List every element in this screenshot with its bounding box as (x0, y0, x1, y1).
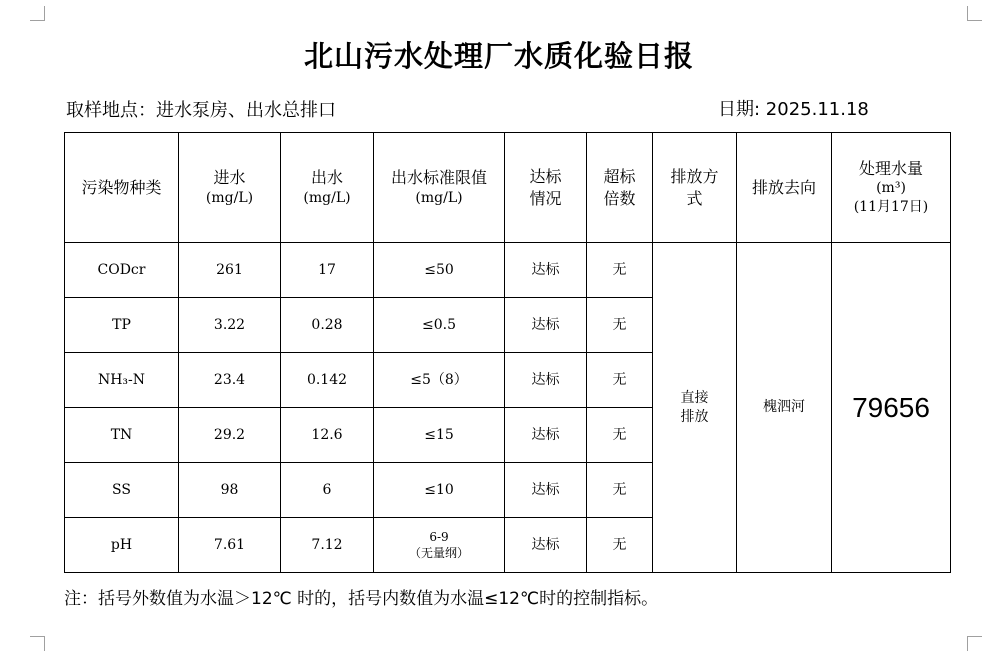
pollutant-cell: TN (65, 408, 179, 463)
compliance-cell: 达标 (505, 243, 587, 298)
header-limit-label: 出水标准限值 (390, 168, 487, 188)
header-volume-label: 处理水量 (858, 158, 923, 178)
page-corner-mark (30, 6, 45, 21)
effluent-cell: 12.6 (281, 408, 374, 463)
exceed-cell: 无 (587, 298, 653, 353)
pollutant-cell: pH (65, 518, 179, 573)
table-row (65, 243, 951, 298)
exceed-cell: 无 (587, 463, 653, 518)
page-corner-mark (967, 636, 982, 651)
header-effluent-label: 出水 (310, 168, 343, 188)
header-influent (179, 133, 281, 243)
influent-cell: 261 (179, 243, 281, 298)
limit-cell: ≤0.5 (374, 298, 505, 353)
discharge-destination-cell: 槐泗河 (737, 243, 832, 573)
header-effluent (281, 133, 374, 243)
sampling-location: 取样地点：进水泵房、出水总排口 (66, 100, 336, 121)
influent-cell: 98 (179, 463, 281, 518)
limit-cell: ≤15 (374, 408, 505, 463)
compliance-cell: 达标 (505, 298, 587, 353)
report-date: 日期: 2025.11.18 (718, 99, 869, 120)
header-row (65, 133, 951, 243)
water-quality-table (64, 132, 951, 573)
exceed-cell: 无 (587, 408, 653, 463)
effluent-cell: 7.12 (281, 518, 374, 573)
exceed-cell: 无 (587, 353, 653, 408)
header-limit-unit: (mg/L) (415, 189, 463, 206)
footnote: 注：括号外数值为水温＞12℃ 时的，括号内数值为水温≤12℃时的控制指标。 (64, 589, 659, 609)
header-influent-label: 进水 (213, 168, 246, 188)
header-volume-unit: (m³) (876, 180, 906, 197)
compliance-cell: 达标 (505, 408, 587, 463)
influent-cell: 3.22 (179, 298, 281, 353)
effluent-cell: 0.142 (281, 353, 374, 408)
exceed-cell: 无 (587, 518, 653, 573)
header-influent-unit: (mg/L) (205, 189, 254, 206)
page-corner-mark (30, 636, 45, 651)
header-volume-date: (11月17日) (853, 199, 929, 216)
header-compliance: 达标 情况 (505, 133, 587, 243)
limit-range: 6-9 (429, 529, 449, 544)
limit-cell (374, 518, 505, 573)
volume-value: 79656 (832, 243, 951, 573)
influent-cell: 29.2 (179, 408, 281, 463)
header-discharge-method: 排放方 式 (653, 133, 737, 243)
limit-cell: ≤5（8） (374, 353, 505, 408)
pollutant-cell: TP (65, 298, 179, 353)
header-pollutant: 污染物种类 (65, 133, 179, 243)
compliance-cell: 达标 (505, 353, 587, 408)
compliance-cell: 达标 (505, 463, 587, 518)
header-exceed: 超标 倍数 (587, 133, 653, 243)
page-corner-mark (967, 6, 982, 21)
influent-cell: 23.4 (179, 353, 281, 408)
discharge-method-cell: 直接 排放 (653, 243, 737, 573)
limit-note: （无量纲） (408, 546, 469, 560)
header-discharge-destination: 排放去向 (737, 133, 832, 243)
header-limit (374, 133, 505, 243)
pollutant-cell: SS (65, 463, 179, 518)
effluent-cell: 17 (281, 243, 374, 298)
pollutant-cell: NH₃-N (65, 353, 179, 408)
effluent-cell: 6 (281, 463, 374, 518)
limit-cell: ≤50 (374, 243, 505, 298)
compliance-cell: 达标 (505, 518, 587, 573)
influent-cell: 7.61 (179, 518, 281, 573)
header-effluent-unit: (mg/L) (303, 189, 351, 206)
effluent-cell: 0.28 (281, 298, 374, 353)
report-title: 北山污水处理厂水质化验日报 (303, 39, 694, 73)
limit-cell: ≤10 (374, 463, 505, 518)
header-volume (832, 133, 951, 243)
exceed-cell: 无 (587, 243, 653, 298)
pollutant-cell: CODcr (65, 243, 179, 298)
